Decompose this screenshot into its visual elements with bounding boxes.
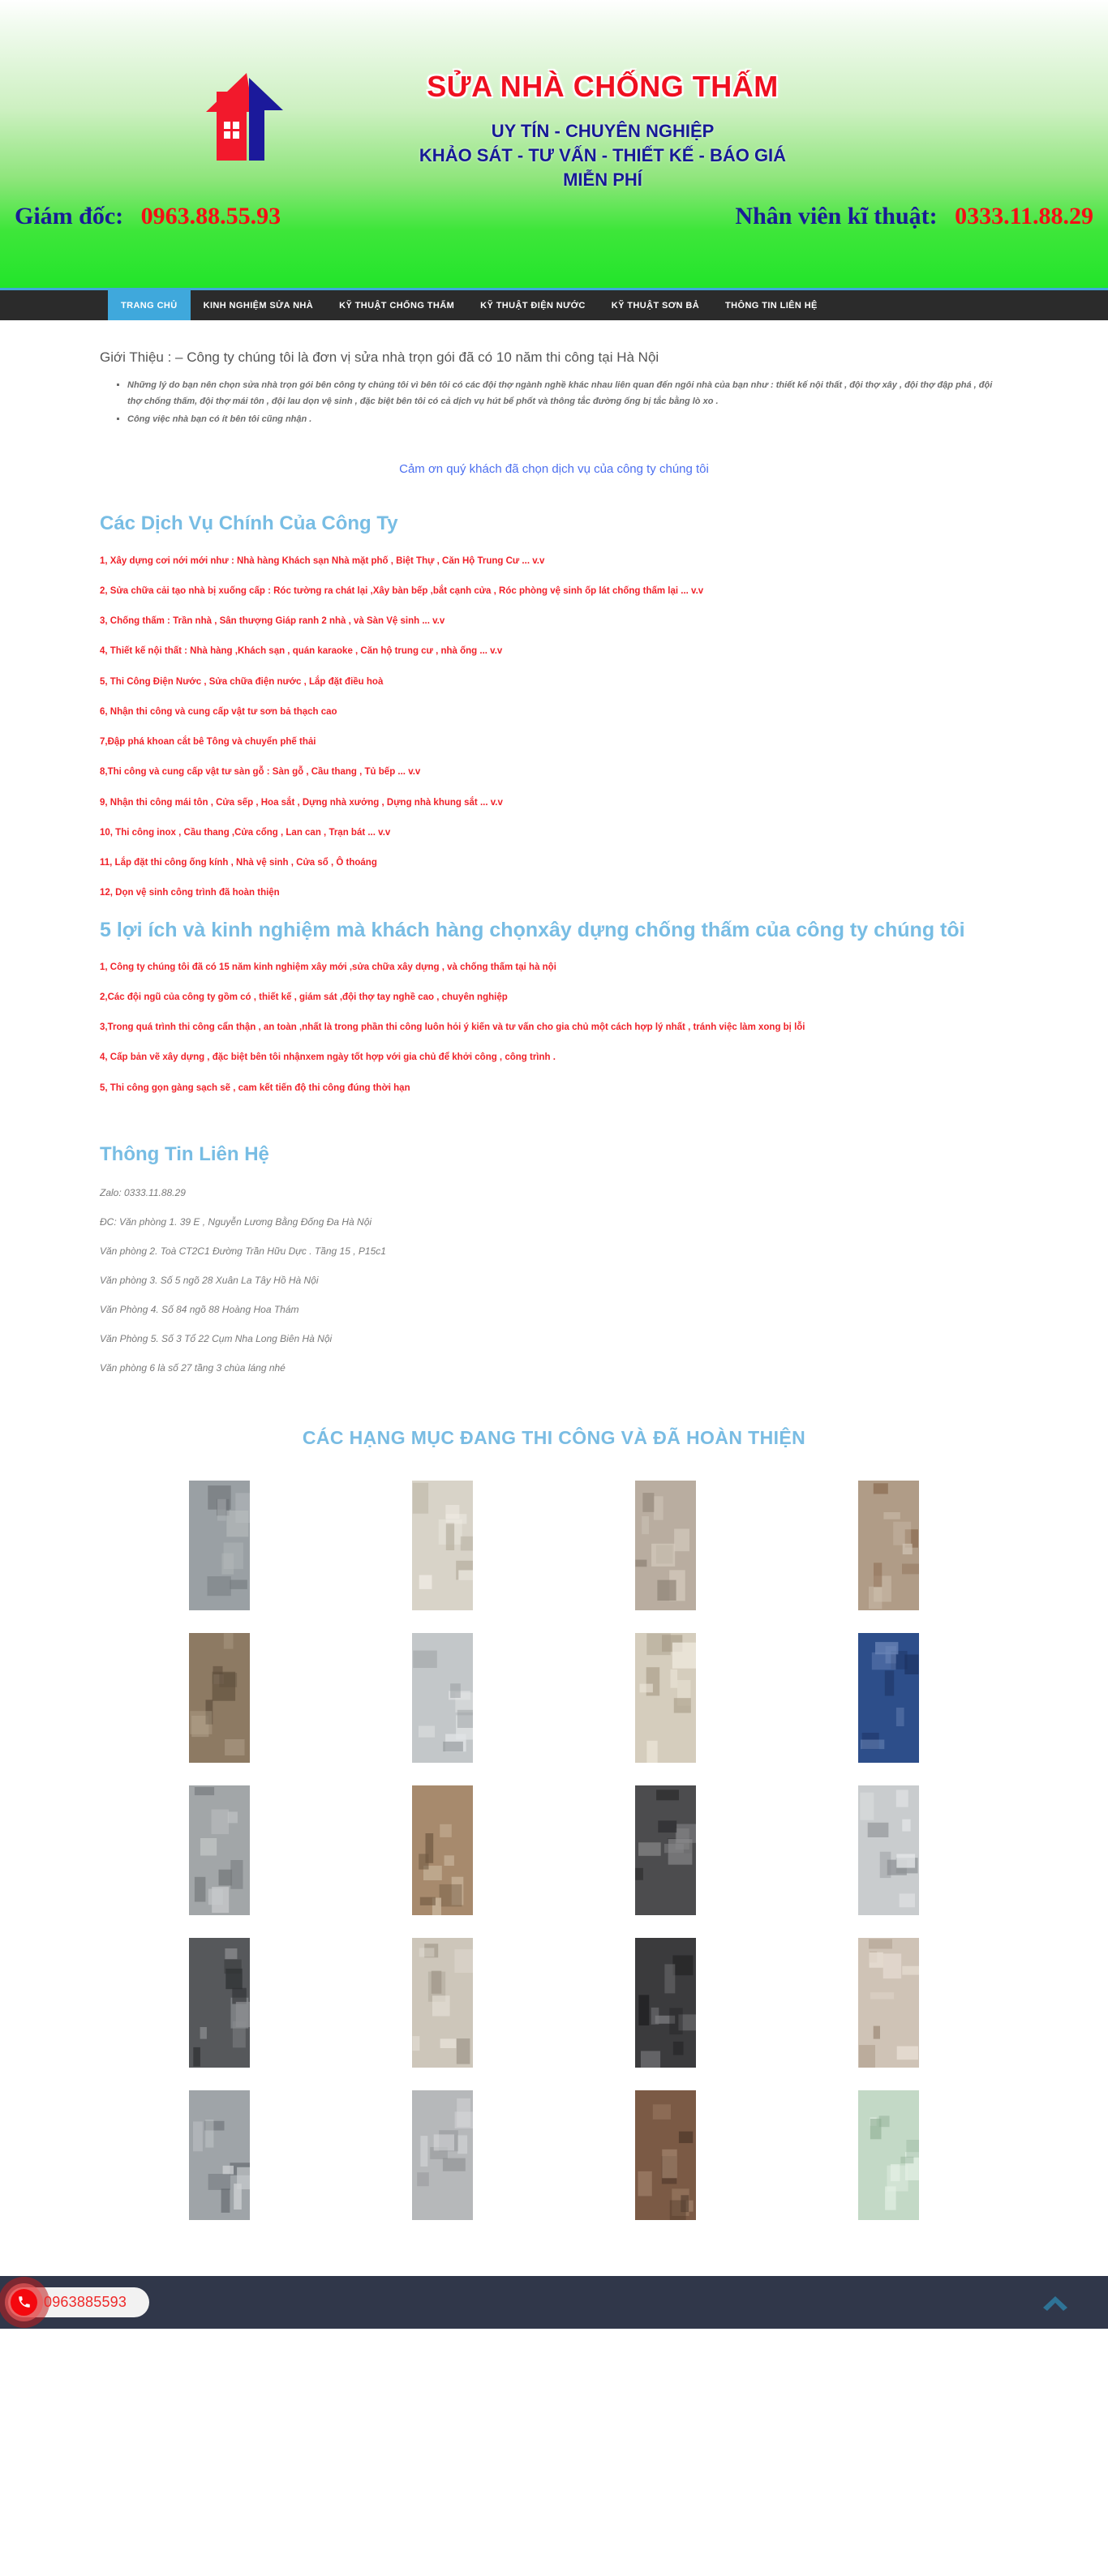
contact-line-6: Văn Phòng 5. Số 3 Tổ 22 Cụm Nha Long Biên Hà Nội	[100, 1332, 333, 1344]
service-item-5: 5, Thi Công Điện Nước , Sửa chữa điện nước , Lắp đặt điều hoà	[100, 676, 384, 687]
gallery-cell	[554, 1931, 777, 2075]
contact-line-4: Văn phòng 3. Số 5 ngõ 28 Xuân La Tây Hồ Hà Nội	[100, 1274, 319, 1286]
service-item-11: 11, Lắp đặt thi công ống kính , Nhà vệ sinh , Cửa sổ , Ô thoáng	[100, 858, 377, 868]
service-item-1: 1, Xây dựng cơi nới mới như : Nhà hàng Khách sạn Nhà mặt phố , Biệt Thự , Căn Hộ Trung Cư ... v.v	[100, 555, 545, 566]
gallery-cell	[331, 1778, 554, 1922]
gallery-image[interactable]	[635, 1938, 696, 2068]
phone-icon	[11, 2289, 37, 2316]
chevron-up-icon[interactable]	[1041, 2292, 1069, 2312]
gallery-image[interactable]	[858, 1633, 919, 1763]
banner-subtitle-line-2: KHẢO SÁT - TƯ VẤN - THIẾT KẾ - BÁO GIÁ	[419, 145, 787, 166]
nav-item-label: KINH NGHIỆM SỬA NHÀ	[203, 300, 314, 311]
gallery-image[interactable]	[858, 1481, 919, 1610]
intro-bullet-1: ▪ Những lý do bạn nên chọn sửa nhà trọn gói bên công ty chúng tôi vì bên tôi có các đội thợ ngành nghề khác nhau liên quan đến ngôi nhà của bạn như : thiết kế nội thất , đội thợ xây , đội thợ đập phá , đội thợ chống thấm, đội thợ mái tôn , đội lau dọn vệ sinh , đặc biệt bên tôi có cả dịch vụ hút bể phốt và thông tắc đường ống bị tắc bằng lò xo .	[127, 377, 1008, 410]
intro-title: Giới Thiệu : – Công ty chúng tôi là đơn vị sửa nhà trọn gói đã có 10 năm thi công tại Hà Nội	[100, 349, 659, 365]
director-phone-number[interactable]: 0963.88.55.93	[140, 203, 281, 229]
intro-bullet-list	[127, 377, 1008, 428]
service-item-12: 12, Dọn vệ sinh công trình đã hoàn thiện	[100, 888, 280, 898]
contact-line-5: Văn Phòng 4. Số 84 ngõ 88 Hoàng Hoa Thám	[100, 1303, 299, 1315]
gallery-image[interactable]	[858, 2090, 919, 2220]
nav-item-label: THÔNG TIN LIÊN HỆ	[725, 300, 818, 311]
nav-item-4[interactable]	[467, 290, 599, 320]
benefit-item-3: 3,Trong quá trình thi công cẩn thận , an toàn ,nhất là trong phần thi công luôn hỏi ý kiến và tư vấn cho gia chủ một cách hợp lý nhất , tránh việc làm xong bị lỗi	[100, 1022, 805, 1033]
director-label: Giám đốc:	[15, 203, 124, 229]
nav-item-label: KỸ THUẬT SƠN BẢ	[611, 300, 700, 311]
nav-item-label: TRANG CHỦ	[121, 300, 178, 311]
contact-line-7: Văn phòng 6 là số 27 tầng 3 chùa láng nhé	[100, 1361, 286, 1374]
contact-lines	[100, 1185, 1008, 1375]
contact-line-3: Văn phòng 2. Toà CT2C1 Đường Trần Hữu Dực . Tầng 15 , P15c1	[100, 1245, 386, 1257]
service-item-4: 4, Thiết kế nội thất : Nhà hàng ,Khách sạn , quán karaoke , Căn hộ trung cư , nhà ống ... v.v	[100, 646, 503, 657]
gallery-image[interactable]	[858, 1938, 919, 2068]
services-list	[100, 555, 1008, 901]
technician-label: Nhân viên kĩ thuật:	[735, 203, 938, 229]
main-content	[51, 320, 1057, 1375]
banner-subtitle-line-3: MIỄN PHÍ	[563, 169, 642, 190]
gallery-image[interactable]	[412, 1481, 473, 1610]
nav-item-6[interactable]	[712, 290, 831, 320]
services-heading: Các Dịch Vụ Chính Của Công Ty	[100, 512, 398, 534]
benefit-item-4: 4, Cấp bản vẽ xây dựng , đặc biệt bên tôi nhậnxem ngày tốt hợp với gia chủ để khởi công , công trình .	[100, 1052, 556, 1063]
nav-item-1[interactable]	[108, 290, 191, 320]
gallery-image[interactable]	[635, 2090, 696, 2220]
gallery-cell	[331, 1473, 554, 1618]
gallery-image[interactable]	[635, 1481, 696, 1610]
service-item-8: 8,Thi công và cung cấp vật tư sàn gỗ : Sàn gỗ , Cầu thang , Tủ bếp ... v.v	[100, 767, 421, 778]
gallery-cell	[777, 1778, 1000, 1922]
intro-bullet-2: ▪ Công việc nhà bạn có ít bên tôi cũng nhận .	[127, 411, 1008, 427]
gallery-cell	[108, 1778, 331, 1922]
gallery-section	[0, 1427, 1108, 2276]
gallery-cell	[777, 2083, 1000, 2227]
technician-phone-block[interactable]	[735, 203, 1093, 230]
main-navigation	[0, 288, 1108, 320]
gallery-image[interactable]	[412, 1938, 473, 2068]
gallery-cell	[331, 1931, 554, 2075]
site-banner	[0, 0, 1108, 288]
gallery-image[interactable]	[858, 1785, 919, 1915]
site-footer	[0, 2276, 1108, 2329]
benefit-item-2: 2,Các đội ngũ của công ty gồm có , thiết kế , giám sát ,đội thợ tay nghề cao , chuyên nghiệp	[100, 992, 508, 1002]
gallery-image[interactable]	[189, 1938, 250, 2068]
gallery-image[interactable]	[189, 2090, 250, 2220]
nav-item-2[interactable]	[191, 290, 327, 320]
gallery-title: CÁC HẠNG MỤC ĐANG THI CÔNG VÀ ĐÃ HOÀN THIỆN	[302, 1426, 806, 1448]
gallery-image[interactable]	[189, 1785, 250, 1915]
service-item-6: 6, Nhận thi công và cung cấp vật tư sơn bả thạch cao	[100, 706, 337, 717]
contact-heading: Thông Tin Liên Hệ	[100, 1142, 269, 1165]
floating-call-button[interactable]	[8, 2287, 149, 2317]
house-arrow-logo	[202, 63, 307, 169]
service-item-7: 7,Đập phá khoan cắt bê Tông và chuyển phế thải	[100, 737, 316, 748]
gallery-cell	[777, 1473, 1000, 1618]
gallery-cell	[108, 1473, 331, 1618]
banner-text-block	[311, 70, 895, 191]
thanks-message: Cảm ơn quý khách đã chọn dịch vụ của công ty chúng tôi	[399, 461, 709, 476]
gallery-image[interactable]	[635, 1633, 696, 1763]
contact-line-2: ĐC: Văn phòng 1. 39 E , Nguyễn Lương Bằng Đống Đa Hà Nội	[100, 1215, 372, 1228]
gallery-image[interactable]	[412, 1633, 473, 1763]
service-item-9: 9, Nhận thi công mái tôn , Cửa sếp , Hoa sắt , Dựng nhà xưởng , Dựng nhà khung sắt ... v.v	[100, 797, 503, 808]
banner-subtitle	[311, 119, 895, 191]
nav-item-label: KỸ THUẬT CHỐNG THẤM	[339, 300, 455, 311]
call-number-label: 0963885593	[44, 2293, 127, 2310]
gallery-cell	[108, 1931, 331, 2075]
technician-phone-number[interactable]: 0333.11.88.29	[955, 203, 1093, 229]
gallery-image[interactable]	[635, 1785, 696, 1915]
gallery-cell	[331, 1626, 554, 1770]
contact-line-1: Zalo: 0333.11.88.29	[100, 1186, 186, 1198]
gallery-image[interactable]	[189, 1481, 250, 1610]
gallery-image[interactable]	[189, 1633, 250, 1763]
gallery-cell	[554, 2083, 777, 2227]
gallery-grid	[108, 1473, 1000, 2227]
benefits-heading: 5 lợi ích và kinh nghiệm mà khách hàng chọnxây dựng chống thấm của công ty chúng tôi	[100, 918, 965, 941]
nav-item-label: KỸ THUẬT ĐIỆN NƯỚC	[480, 300, 586, 311]
gallery-cell	[777, 1626, 1000, 1770]
benefit-item-1: 1, Công ty chúng tôi đã có 15 năm kinh nghiệm xây mới ,sửa chữa xây dựng , và chống thấm tại hà nội	[100, 962, 556, 972]
service-item-10: 10, Thi công inox , Cầu thang ,Cửa cổng , Lan can , Trạn bát ... v.v	[100, 827, 391, 838]
gallery-cell	[108, 2083, 331, 2227]
gallery-cell	[108, 1626, 331, 1770]
gallery-cell	[554, 1778, 777, 1922]
gallery-image[interactable]	[412, 2090, 473, 2220]
service-item-2: 2, Sửa chữa cải tạo nhà bị xuống cấp : Róc tường ra chát lại ,Xây bàn bếp ,bắt cạnh cửa , Róc phòng vệ sinh ốp lát chống thấm lại ... v.v	[100, 585, 704, 596]
banner-subtitle-line-1: UY TÍN - CHUYÊN NGHIỆP	[491, 121, 715, 142]
benefits-list	[100, 961, 1008, 1095]
benefit-item-5: 5, Thi công gọn gàng sạch sẽ , cam kết tiến độ thi công đúng thời hạn	[100, 1082, 410, 1093]
service-item-3: 3, Chống thấm : Trần nhà , Sân thượng Giáp ranh 2 nhà , và Sàn Vệ sinh ... v.v	[100, 616, 445, 627]
banner-title: SỬA NHÀ CHỐNG THẤM	[427, 70, 779, 103]
gallery-image[interactable]	[412, 1785, 473, 1915]
banner-phone-row	[0, 203, 1108, 230]
gallery-cell	[554, 1473, 777, 1618]
nav-list	[108, 290, 1000, 320]
gallery-cell	[777, 1931, 1000, 2075]
nav-item-3[interactable]	[326, 290, 467, 320]
gallery-cell	[331, 2083, 554, 2227]
director-phone-block[interactable]	[15, 203, 281, 230]
nav-item-5[interactable]	[599, 290, 712, 320]
gallery-cell	[554, 1626, 777, 1770]
